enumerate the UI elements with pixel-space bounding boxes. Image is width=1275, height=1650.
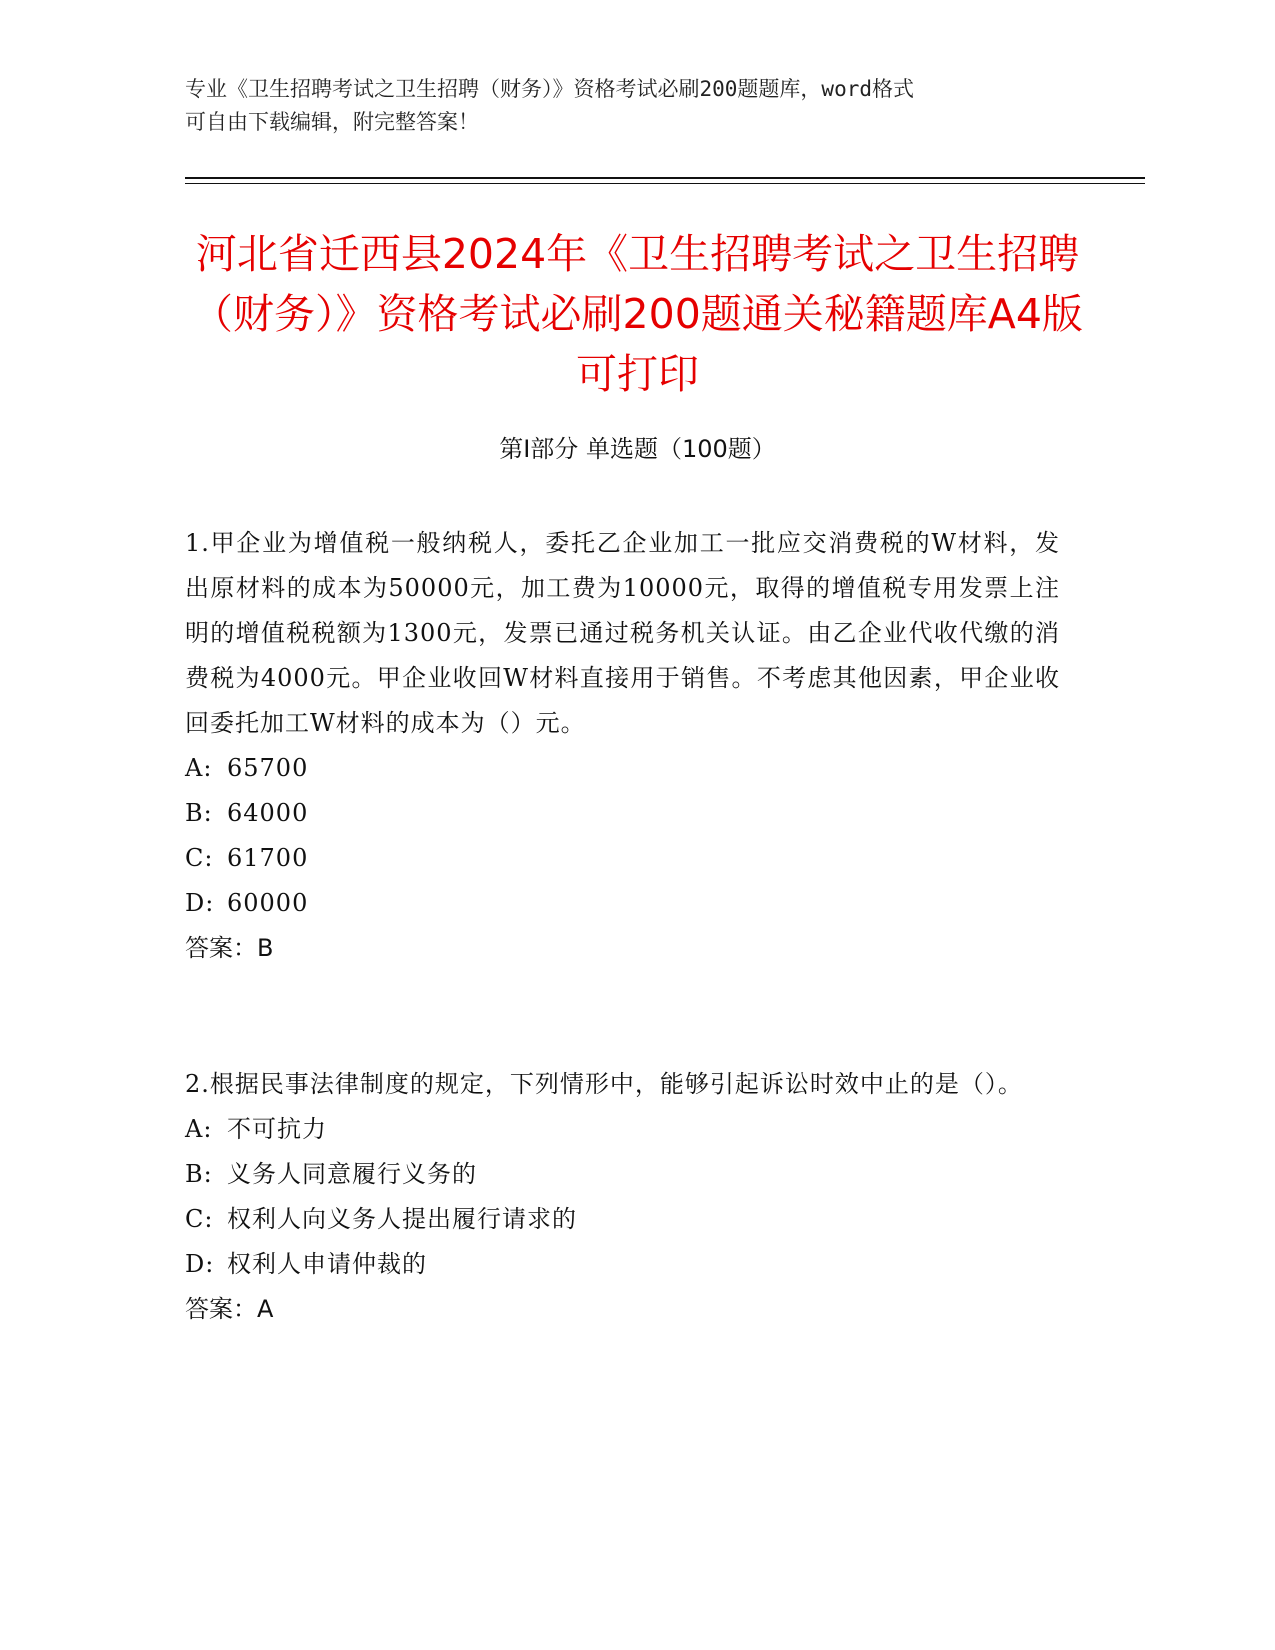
option-text: 61700 — [227, 844, 309, 872]
option-d — [185, 1242, 1060, 1287]
section-title: 第Ⅰ部分 单选题（100题） — [499, 435, 776, 463]
option-label: D: — [185, 889, 215, 917]
question-stem: 2.根据民事法律制度的规定，下列情形中，能够引起诉讼时效中止的是（）。 — [185, 1070, 1023, 1098]
option-label: C: — [185, 1205, 214, 1233]
option-c — [185, 836, 1060, 881]
option-label: A: — [185, 1115, 213, 1143]
option-text: 权利人向义务人提出履行请求的 — [227, 1205, 577, 1233]
option-label: D: — [185, 1250, 215, 1278]
option-b — [185, 791, 1060, 836]
option-b — [185, 1152, 1060, 1197]
option-a — [185, 746, 1060, 791]
answer-line: 答案：B — [185, 934, 274, 962]
option-label: B: — [185, 799, 213, 827]
option-label: B: — [185, 1160, 213, 1188]
option-a — [185, 1107, 1060, 1152]
question-stem: 1.甲企业为增值税一般纳税人，委托乙企业加工一批应交消费税的W材料，发出原材料的成本为50000元，加工费为10000元，取得的增值税专用发票上注明的增值税税额为1300元，发票已通过税务机关认证。由乙企业代收代缴的消费税为4000元。甲企业收回W材料直接用于销售。不考虑其他因素，甲企业收回委托加工W材料的成本为（）元。 — [185, 529, 1060, 737]
option-d — [185, 881, 1060, 926]
question-block — [185, 521, 1060, 971]
option-c — [185, 1197, 1060, 1242]
option-label: A: — [185, 754, 213, 782]
document-title: 河北省迁西县2024年《卫生招聘考试之卫生招聘（财务）》资格考试必刷200题通关秘籍题库A4版可打印 — [192, 230, 1083, 398]
option-text: 60000 — [227, 889, 309, 917]
header-note-line-1: 专业《卫生招聘考试之卫生招聘（财务）》资格考试必刷200题题库，word格式 — [185, 77, 914, 101]
answer-line: 答案：A — [185, 1295, 274, 1323]
option-text: 64000 — [227, 799, 309, 827]
option-text: 不可抗力 — [227, 1115, 327, 1143]
option-label: C: — [185, 844, 214, 872]
header-divider — [185, 177, 1145, 179]
header-note — [185, 73, 1055, 139]
header-note-line-2: 可自由下载编辑，附完整答案！ — [185, 110, 479, 134]
option-text: 65700 — [227, 754, 309, 782]
header-divider-thin — [185, 183, 1145, 184]
question-block — [185, 1062, 1060, 1332]
option-text: 义务人同意履行义务的 — [227, 1160, 477, 1188]
option-text: 权利人申请仲裁的 — [227, 1250, 427, 1278]
